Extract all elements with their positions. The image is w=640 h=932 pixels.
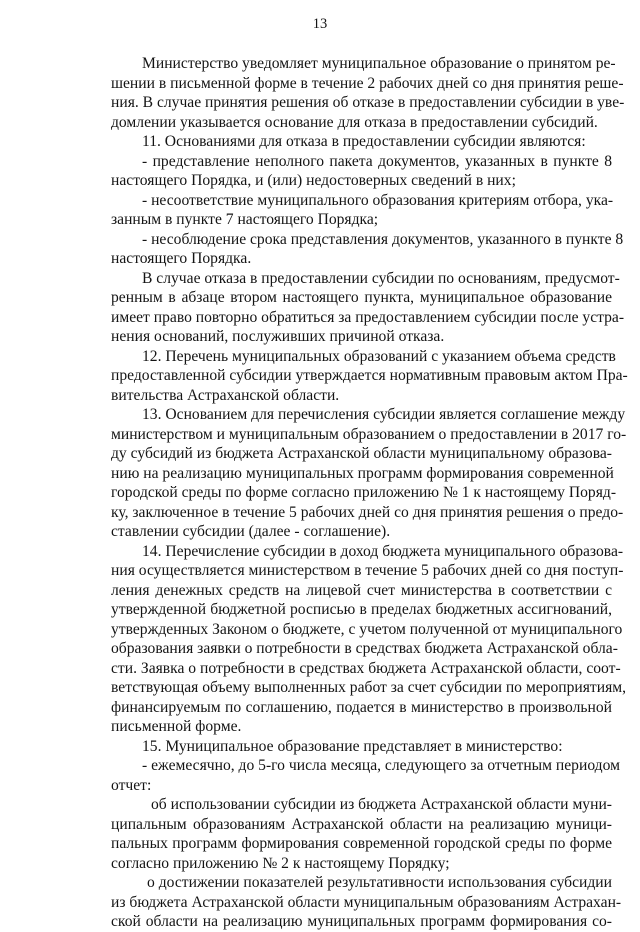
text-line: 14. Перечисление субсидии в доход бюджета муниципального образова- xyxy=(142,542,624,560)
text-line: пальных программ формирования современной городской среды по форме xyxy=(111,835,612,852)
text-line: 12. Перечень муниципальных образований с указанием объема средств xyxy=(142,347,616,365)
text-line: письменной форме. xyxy=(111,718,242,735)
text-line: городской среды по форме согласно приложению № 1 к настоящему Поряд- xyxy=(111,484,617,501)
text-line: отчет: xyxy=(111,776,152,794)
text-line: утвержденных Законом о бюджете, с учетом полученной от муниципального xyxy=(111,620,623,638)
text-line: В случае отказа в предоставлении субсидии по основаниям, предусмот- xyxy=(142,269,620,287)
text-line: ренным в абзаце втором настоящего пункта, муниципальное образование xyxy=(111,289,612,306)
text-line: финансируемым по соглашению, подается в министерство в произвольной xyxy=(111,698,612,716)
text-line: сти. Заявка о потребности в средствах бюджета Астраханской области, соот- xyxy=(111,659,621,677)
text-line: предоставленной субсидии утверждается нормативным правовым актом Пра- xyxy=(111,367,628,384)
text-line: нения оснований, послуживших причиной отказа. xyxy=(111,328,445,345)
text-line: о достижении показателей результативности использования субсидии xyxy=(147,874,612,891)
text-line: образования заявки о потребности в средствах бюджета Астраханской обла- xyxy=(111,640,618,657)
text-line: из бюджета Астраханской области муниципальным образованиям Астрахан- xyxy=(111,893,622,911)
text-line: ку, заключенное в течение 5 рабочих дней со дня принятия решения о предо- xyxy=(111,503,624,521)
text-line: ления денежных средств на лицевой счет министерства в соответствии с xyxy=(111,581,612,599)
text-line: ципальным образованиям Астраханской области на реализацию муници- xyxy=(111,815,612,833)
text-line: ветствующая объему выполненных работ за счет субсидии по мероприятиям, xyxy=(111,679,627,696)
text-line: 13. Основанием для перечисления субсидии является соглашение между xyxy=(142,406,626,423)
text-line: министерством и муниципальным образованием о предоставлении в 2017 го- xyxy=(111,425,627,443)
text-line: об использовании субсидии из бюджета Астраханской области муни- xyxy=(151,796,612,813)
page-number: 13 xyxy=(312,16,328,32)
text-line: 15. Муниципальное образование представляет в министерство: xyxy=(142,737,563,755)
text-line: настоящего Порядка. xyxy=(111,250,252,267)
text-line: ставлении субсидии (далее - соглашение). xyxy=(111,523,391,540)
text-line: - представление неполного пакета документов, указанных в пункте 8 xyxy=(142,152,612,170)
text-line: шении в письменной форме в течение 2 рабочих дней со дня принятия реше- xyxy=(111,74,624,92)
text-line: ния осуществляется министерством в течение 5 рабочих дней со дня поступ- xyxy=(111,562,624,579)
text-line: ду субсидий из бюджета Астраханской области муниципальному образова- xyxy=(111,445,612,462)
text-line: ской области на реализацию муниципальных программ формирования со- xyxy=(111,913,612,930)
text-line: занным в пункте 7 настоящего Порядка; xyxy=(111,211,379,228)
text-line: ния. В случае принятия решения об отказе в предоставлении субсидии в уве- xyxy=(111,94,625,111)
text-line: 11. Основаниями для отказа в предоставлении субсидии являются: xyxy=(142,133,586,150)
text-line: нию на реализацию муниципальных программ формирования современной xyxy=(111,464,614,482)
text-line: Министерство уведомляет муниципальное образование о принятом ре- xyxy=(142,55,616,72)
text-line: вительства Астраханской области. xyxy=(111,386,340,404)
text-line: домлении указывается основание для отказа в предоставлении субсидий. xyxy=(111,113,598,131)
text-line: имеет право повторно обратиться за предоставлением субсидии после устра- xyxy=(111,308,625,326)
text-line: настоящего Порядка, и (или) недостоверных сведений в них; xyxy=(111,172,516,189)
text-line: - ежемесячно, до 5-го числа месяца, следующего за отчетным периодом xyxy=(142,757,620,774)
text-line: - несоблюдение срока представления документов, указанного в пункте 8 xyxy=(142,230,624,248)
text-line: утвержденной бюджетной росписью в пределах бюджетных ассигнований, xyxy=(111,601,612,618)
text-line: согласно приложению № 2 к настоящему Порядку; xyxy=(111,854,450,872)
text-line: - несоответствие муниципального образования критериям отбора, ука- xyxy=(142,191,614,209)
document-body xyxy=(111,54,628,932)
